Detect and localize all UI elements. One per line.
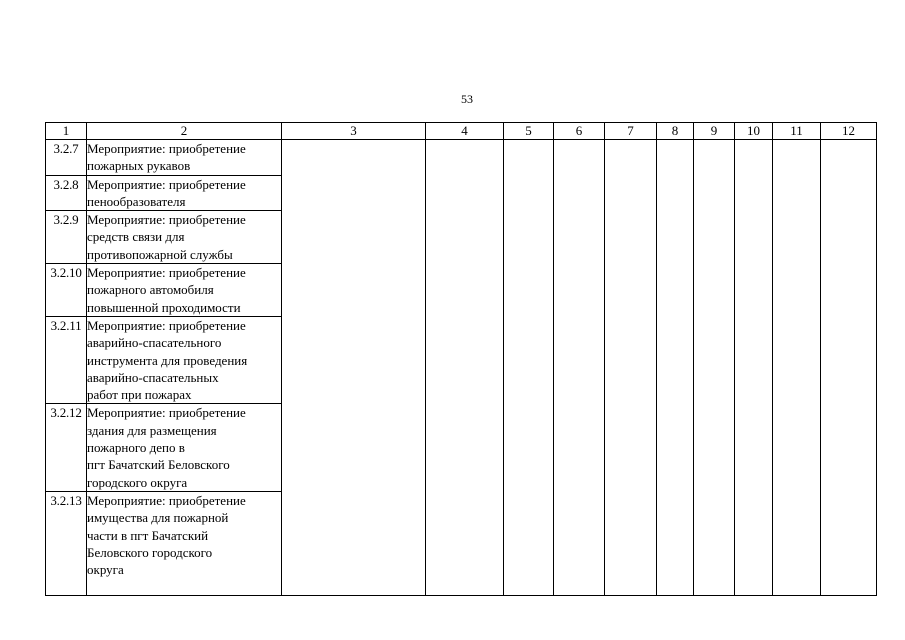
description-line: инструмента для проведения [87, 352, 248, 368]
page-number: 53 [461, 92, 473, 106]
description-line: противопожарной службы [87, 246, 233, 262]
description-line: здания для размещения [87, 422, 217, 438]
description-line: Мероприятие: приобретение [87, 492, 246, 508]
description-line: аварийно-спасательных [87, 369, 219, 385]
row-description [87, 316, 282, 403]
column-4-cell [426, 140, 504, 596]
column-header-5: 5 [504, 123, 554, 140]
row-number: 3.2.13 [46, 491, 87, 595]
row-description [87, 211, 282, 264]
description-line: работ при пожарах [87, 387, 192, 403]
column-3-cell [282, 140, 426, 596]
column-header-4: 4 [426, 123, 504, 140]
column-header-1: 1 [46, 123, 87, 140]
column-header-12: 12 [821, 123, 877, 140]
column-8-cell [657, 140, 694, 596]
row-number: 3.2.8 [46, 175, 87, 211]
column-header-8: 8 [657, 123, 694, 140]
row-description [87, 264, 282, 317]
description-line: Мероприятие: приобретение [87, 176, 246, 192]
row-description [87, 491, 282, 595]
column-10-cell [735, 140, 773, 596]
description-line: городского округа [87, 474, 188, 490]
description-line: пгт Бачатский Беловского [87, 457, 230, 473]
description-line: пожарных рукавов [87, 158, 191, 174]
program-table [45, 122, 877, 596]
description-line: пенообразователя [87, 193, 186, 209]
row-description [87, 404, 282, 491]
row-number: 3.2.12 [46, 404, 87, 491]
description-line: округа [87, 562, 124, 578]
description-line: Мероприятие: приобретение [87, 405, 246, 421]
column-header-6: 6 [554, 123, 605, 140]
description-line: Мероприятие: приобретение [87, 317, 246, 333]
description-line: пожарного депо в [87, 440, 185, 456]
column-7-cell [605, 140, 657, 596]
column-header-10: 10 [735, 123, 773, 140]
row-number: 3.2.10 [46, 264, 87, 317]
description-line: Мероприятие: приобретение [87, 212, 246, 228]
table-body [46, 140, 877, 596]
column-header-11: 11 [773, 123, 821, 140]
column-5-cell [504, 140, 554, 596]
description-line: повышенной проходимости [87, 299, 241, 315]
column-header-2: 2 [87, 123, 282, 140]
description-line: части в пгт Бачатский [87, 527, 209, 543]
table-row [46, 140, 877, 176]
description-line: Мероприятие: приобретение [87, 141, 246, 156]
description-line: Мероприятие: приобретение [87, 265, 246, 281]
row-number: 3.2.9 [46, 211, 87, 264]
description-line: пожарного автомобиля [87, 282, 214, 298]
column-header-7: 7 [605, 123, 657, 140]
description-line: аварийно-спасательного [87, 335, 222, 351]
row-number: 3.2.11 [46, 316, 87, 403]
description-line: Беловского городского [87, 544, 213, 560]
column-11-cell [773, 140, 821, 596]
row-description [87, 175, 282, 211]
description-line: имущества для пожарной [87, 510, 229, 526]
column-12-cell [821, 140, 877, 596]
header-row [46, 123, 877, 140]
row-number: 3.2.7 [46, 140, 87, 176]
column-9-cell [694, 140, 735, 596]
column-6-cell [554, 140, 605, 596]
description-line: средств связи для [87, 229, 185, 245]
column-header-9: 9 [694, 123, 735, 140]
column-header-3: 3 [282, 123, 426, 140]
row-description [87, 140, 282, 176]
